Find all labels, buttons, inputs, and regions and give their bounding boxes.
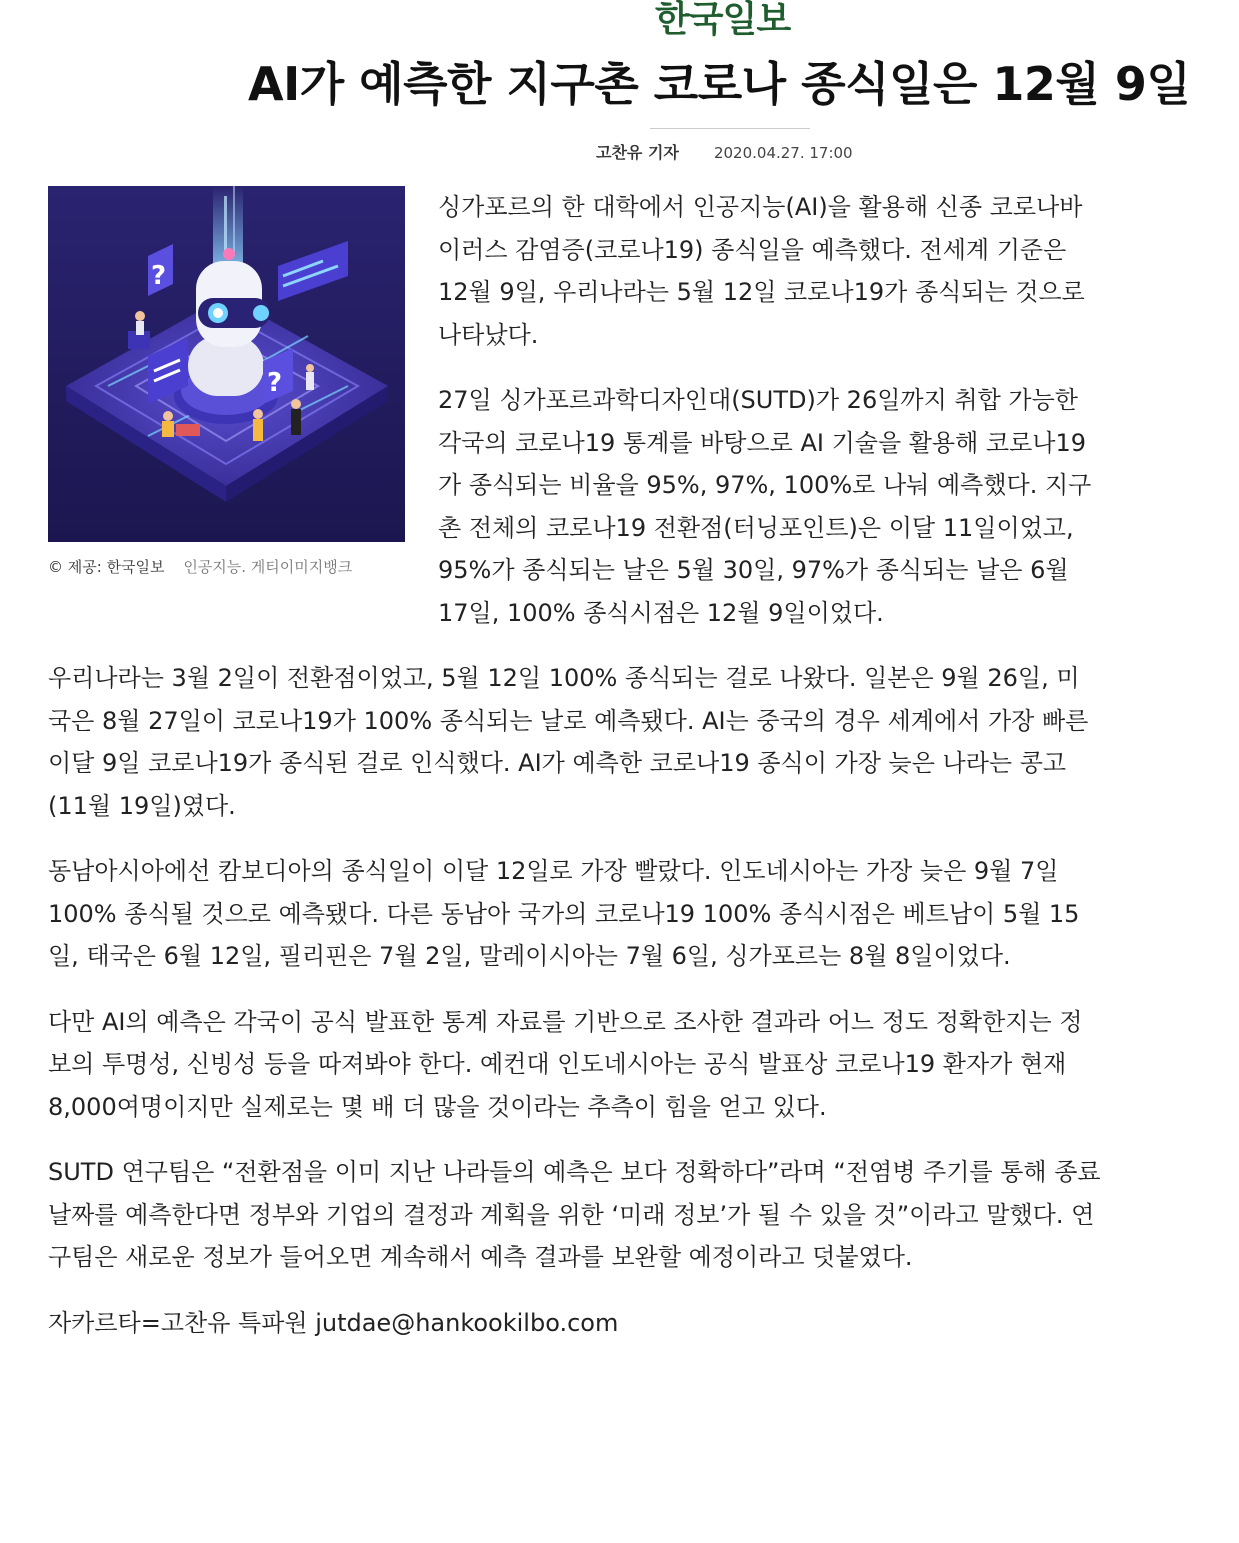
svg-text:?: ? — [151, 261, 167, 291]
article-paragraph: SUTD 연구팀은 “전환점을 이미 지난 나라들의 예측은 보다 정확하다”라며 “전염병 주기를 통해 종료 날짜를 예측한다면 정부와 기업의 결정과 계획을 위한 ‘미래 정보’가 될 수 있을 것”이라고 말했다. 연구팀은 새로운 정보가 들어오면 계속해서 예측 결과를 보완할 예정이라고 덧붙였다. — [48, 1158, 1101, 1271]
article-paragraph: 27일 싱가포르과학디자인대(SUTD)가 26일까지 취합 가능한 각국의 코로나19 통계를 바탕으로 AI 기술을 활용해 코로나19가 종식되는 비율을 95%, 97%, 100%로 나눠 예측했다. 지구촌 전체의 코로나19 전환점(터닝포인트)은 이달 11일이었고, 95%가 종식되는 날은 5월 30일, 97%가 종식되는 날은 6월 17일, 100% 종식시점은 12월 9일이었다. — [438, 386, 1092, 627]
author-name[interactable]: 고찬유 기자 — [596, 143, 679, 162]
article-headline: AI가 예측한 지구촌 코로나 종식일은 12월 9일 — [248, 57, 1191, 111]
image-credit: © 제공: 한국일보 — [48, 558, 165, 576]
image-description: 인공지능. 게티이미지뱅크 — [183, 558, 353, 576]
byline — [596, 140, 853, 163]
article-paragraph: 싱가포르의 한 대학에서 인공지능(AI)을 활용해 신종 코로나바이러스 감염증(코로나19) 종식일을 예측했다. 전세계 기준은 12월 9일, 우리나라는 5월 12일 코로나19가 종식되는 것으로 나타났다. — [438, 193, 1085, 349]
headline-divider — [650, 128, 810, 129]
article-paragraph: 다만 AI의 예측은 각국이 공식 발표한 통계 자료를 기반으로 조사한 결과라 어느 정도 정확한지는 정보의 투명성, 신빙성 등을 따져봐야 한다. 예컨대 인도네시아는 공식 발표상 코로나19 환자가 현재 8,000여명이지만 실제로는 몇 배 더 많을 것이라는 추측이 힘을 얻고 있다. — [48, 1007, 1083, 1121]
article-body — [48, 186, 1102, 1367]
svg-text:?: ? — [267, 368, 283, 398]
reporter-signature: 자카르타=고찬유 특파원 jutdae@hankookilbo.com — [48, 1308, 619, 1337]
article-paragraph: 동남아시아에선 캄보디아의 종식일이 이달 12일로 가장 빨랐다. 인도네시아는 가장 늦은 9월 7일 100% 종식될 것으로 예측됐다. 다른 동남아 국가의 코로나19 100% 종식시점은 베트남이 5월 15일, 태국은 6월 12일, 필리핀은 7월 2일, 말레이시아는 7월 6일, 싱가포르는 8월 8일이었다. — [48, 857, 1080, 970]
article-paragraph: 우리나라는 3월 2일이 전환점이었고, 5월 12일 100% 종식되는 걸로 나왔다. 일본은 9월 26일, 미국은 8월 27일이 코로나19가 100% 종식되는 날로 예측됐다. AI는 중국의 경우 세계에서 가장 빠른 이달 9일 코로나19가 종식된 걸로 인식했다. AI가 예측한 코로나19 종식이 가장 늦은 나라는 콩고(11월 19일)였다. — [48, 664, 1089, 820]
newspaper-logo[interactable]: 한국일보 — [655, 0, 791, 40]
publish-date: 2020.04.27. 17:00 — [713, 144, 853, 162]
image-float-spacer — [48, 186, 438, 634]
